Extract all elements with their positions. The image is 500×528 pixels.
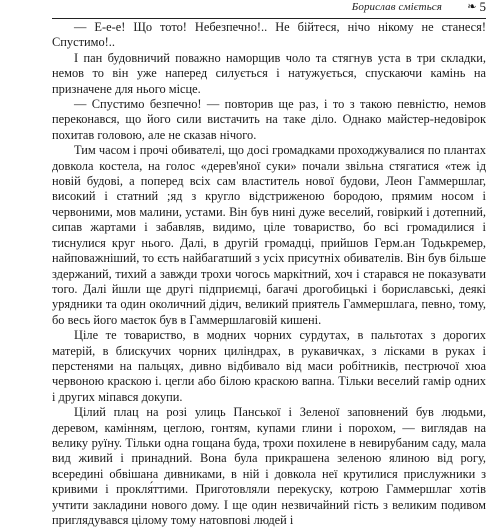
paragraph: Тим часом і прочі обивателі, що досі громадками проходжувалися по плантах довкола костела, на голос «дерев'яної суки» почали звільна стягатися «теж ід новій будові, а поперед всіх сам властитель нової будови, Леон Гаммершлаг, високий і статний ;яд з кругло відстриженою бородою, прямим носом і червоними, мов малини, устами. Він був нині дуже веселий, говіркий і дотепний, сипав жартами і забавляв, видимо, ціле товариство, бо всі громадилися і тиснулися круг нього. Далі, в другій громадці, прийшов Герм.ан Тодькремер, найповажніший, то єсть найбагатший з усіх присутніх обивателів. Він був більше здержаний, тихий а завжди трохи чогось маркітний, хоч і старався не показувати того. Далі йшли ще другі підприємці, багачі дрогобицькі і бориславські, деякі урядники та один околичний дідич, великий приятель Гаммершлага, певно, тому, бо весь його маєток був в Гаммершлаговій кишені. bbox=[52, 143, 486, 327]
paragraph: І пан будовничий поважно наморщив чоло та стягнув уста в три складки, немов то він уже наперед силується і натужується, спускаючи камінь на призначене для нього місце. bbox=[52, 50, 486, 96]
body-text bbox=[52, 20, 486, 528]
page-header bbox=[52, 0, 486, 19]
paragraph: — Спустимо безпечно! — повторив ще раз, і то з такою певністю, немов переконався, що його сили вистачить на таке діло. Однако майстер-недовірок похитав головою, але не сказав нічого. bbox=[52, 97, 486, 142]
page-number: 5 bbox=[479, 0, 486, 14]
paragraph: Ціле те товариство, в модних чорних сурдутах, в пальтотах з дорогих матерій, в блискучих чорних циліндрах, в рукавичках, з лісками в руках і перстенями на пальцях, дивно відбивало від маси робітників, пестрючої хюа червоною краскою і. цегли або білою краскою вапна. Тільки веселий гамір одних і других міпався докупи. bbox=[52, 328, 486, 404]
paragraph: Цілий плац на розі улиць Панської і Зеленої заповнений був людьми, деревом, камінням, цеглою, гонтям, купами глини і порохом, — виглядав на велику руїну. Тільки одна гощана буда, трохи похилене в невирубаним саду, мала вид живий і принадний. Вона була прикрашена зеленою ялиною від рогу, всередині обвішана дивниками, в ній і довкола неї крутилися прислужники з кривими і прокля́ттими. Приготовляли перекуску, котрою Гаммершлаг хотів учтити закладини нового дому. І ще один незвичайний гість з великим подивом приглядувався цілому тому натовпові людей і bbox=[52, 405, 486, 527]
running-title: Борислав сміється bbox=[351, 1, 442, 13]
fleuron-icon: ❧ bbox=[467, 1, 477, 13]
paragraph: — Е-е-е! Що тото! Небезпечно!.. Не бійтеся, нічо нікому не станеся! Спустимо!.. bbox=[52, 20, 486, 50]
page-number-mark bbox=[467, 0, 486, 15]
